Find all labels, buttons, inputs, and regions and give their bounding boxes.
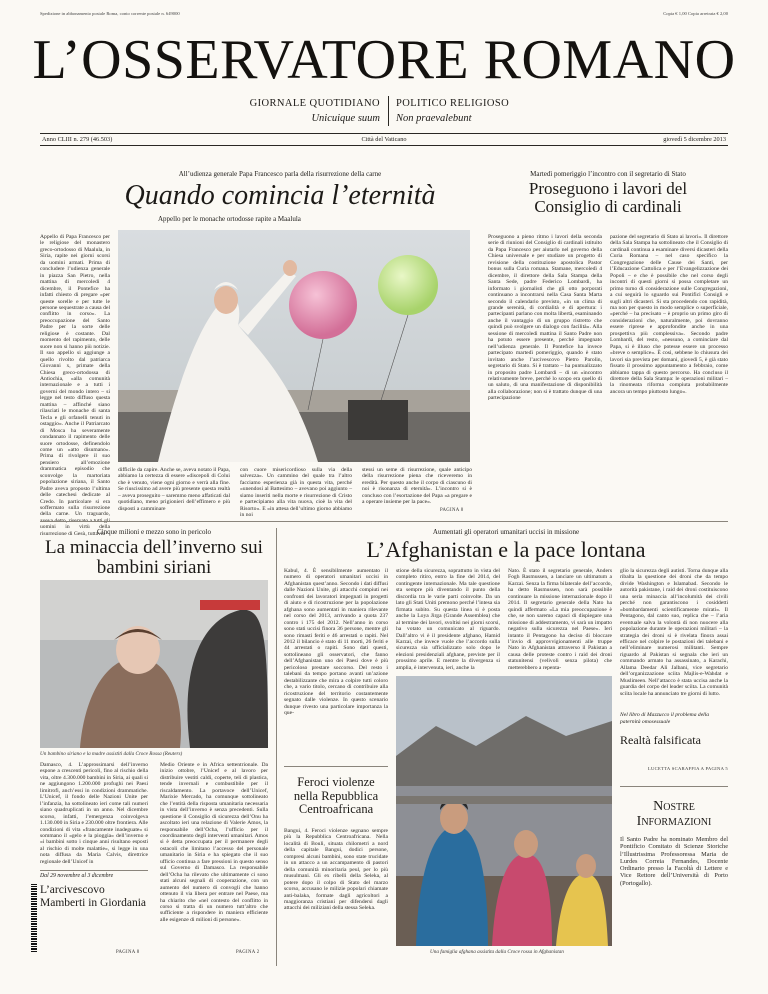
realta-tag: Nel libro di Mazzucco il problema della paternità omosessuale — [620, 712, 710, 725]
motto-right: POLITICO RELIGIOSO — [396, 98, 510, 109]
winter-kicker: Cinque milioni e mezzo sono in pericolo — [97, 528, 211, 536]
afghan-col-2: stione della sicurezza, soprattutto in vista del completo ritiro, entro la fine del 2014, del contingente internazionale. Ma tale questione sta sempre più diventando il punto della discordia tra le varie parti coinvolte. Da un lato gli Stati Uniti premono perché l’intesa sia firmata subito. Su questa linea si è posta anche la Loya Jirga (Grande Assemblea) che al termine dei lavori, svoltisi nei giorni scorsi, ha votato un comunicato al riguardo. Dall’altro vi è il presidente afghano, Hamid Karzai, che invece vuole che l’accordo sulla sicurezza sia ufficializzato solo dopo le elezioni presidenziali afghane, previste per il prossimo aprile. E mentre la divergenza si amplia, è intervenuta, ieri, anche la — [396, 568, 500, 671]
lead-col-4: stessi un seme di risurrezione, quale anticipo della risurrezione piena che riceveremo in eredità. Per questo anche il corpo di ciascuno di noi è risonanza di eternità». L’incontro si è concluso con l’esortazione del Papa «a pregare e a operare insieme per la pace». — [362, 467, 472, 506]
afghan-photo — [396, 676, 612, 946]
car-col: Bangui, 4. Feroci violenze segnano sempre più la Repubblica Centroafricana. Nella località di Bouli, situata chilometri a nord della capitale Bangui, dodici persone, compresi alcuni bambini, sono state trucidate in un attacco a un accampamento di pastori della comunità minoritaria peul, per lo più musulmani. Gli ex ribelli della Seleka, al potere dopo il colpo di Stato del marzo scorso, accusano le milizie popolari chiamate anti-balaka, formate dagli agricoltori a maggioranza cristiani per difendersi dagli attacchi dei miliziani della stessa Seleka. — [284, 828, 388, 912]
lead-headline: Quando comincia l’eternità — [124, 180, 436, 211]
car-headline: Feroci violenze nella Repubblica Centroafricana — [293, 775, 379, 816]
winter-caption: Un bambino siriano e la madre assistiti dalla Croce Rossa (Reuters) — [40, 751, 183, 757]
issue-date: giovedì 5 dicembre 2013 — [663, 136, 726, 143]
motto-left-sub: Unicuique suum — [311, 113, 380, 124]
afghan-col-1: Kabul, 4. È sensibilmente aumentato il numero di operatori umanitari uccisi in Afghanistan quest’anno. Secondo i dati diffusi dalle Nazioni Unite, gli attacchi compiuti nei confronti dei lavoratori impegnati in progetti di aiuto e di ricostruzione per la popolazione afghana sono aumentati in maniera rilevante nel corso del 2013, arrivando a quota 237 contro i 175 del 2012. Nell’anno in corso sono stati uccisi finora 36 persone, mentre gli sono rimasti feriti e 46 arrestati o rapiti. Nel 2012 il bilancio è stato di 11 morti, 26 feriti e 44 arrestati o rapiti. Sono dati questi, sottolineano gli osservatori, che fanno dell’Afghanistan uno dei Paesi dove è più pericoloso prestare soccorso. Del resto i talebani da tempo portano avanti un’azione destabilizzante che mira a colpire tutti coloro che, a vario titolo, cercano di contribuire alla ricostruzione del territorio costantemente segnato dalle violenze. In questo scenario dunque rivesto una particolare importanza la que- — [284, 568, 388, 716]
child-mother-image — [40, 580, 268, 748]
lead-kicker: All’udienza generale Papa Francesco parla della risurrezione della carne — [178, 170, 382, 178]
winter-headline: La minaccia dell’inverno sui bambini siriani — [45, 537, 263, 578]
issue-number: Anno CLIII n. 279 (46.503) — [42, 136, 113, 143]
winter-page-ref[interactable]: PAGINA 2 — [236, 950, 260, 955]
afghan-caption: Una famiglia afghana assistita dalla Croce rossa in Afghanistan — [430, 949, 564, 955]
issue-city: Città del Vaticano — [361, 136, 407, 143]
motto-left: GIORNALE QUOTIDIANO — [249, 98, 380, 109]
nostre-text: Il Santo Padre ha nominato Membro del Pontificio Comitato di Scienze Storiche l’Illustrissima Professoressa Maria de Lurdes Correia Fernandes, Docente Ordinario presso la Facoltà di Lettere e Vice Rettore dell’Università di Porto (Portogallo). — [620, 836, 728, 887]
winter-col-2: Medio Oriente e in Africa settentrionale. Da inizio ottobre, l’Unicef e al lavoro per distribuire vestiti caldi, coperte, teli di plastica, tende invernali e combustibile per il riscaldamento. La portavoce dell’Unicef, Marixie Mercado, ha comunque sottolineato che l’entità della risposta umanitaria necessaria in vista dell’inverno è senza precedenti. Sulla questione il Consiglio di sicurezza dell’Onu ha ascoltato ieri una relazione di Valerie Amos, la responsabile dell’Ocha, l’ufficio per il coordinamento degli interventi umanitari. Amos si è detta preoccupata per il permanere degli ostacoli che limitano l’accesso del personale umanitario in Siria e ha spiegato che il suo ufficio continua a fare pressioni in questo senso sul Governo di Damasco. La responsabile dell’Ocha ha rilevato che ultimamente ci sono stati alcuni segnali di cooperazione, con un aumento del numero di convogli che hanno ottenuto il via libera per entrare nel Paese, ma ha chiarito che «nel contesto del conflitto in corso si tratta di un numero tutt’altro che sufficiente a rispondere in maniera efficiente alle esigenze di milioni di persone». — [160, 762, 268, 923]
price-note: Copia € 1,00 Copia arretrata € 2,00 — [663, 11, 728, 16]
council-col-1: Proseguono a pieno ritmo i lavori della seconda serie di riunioni del Consiglio di cardinali istituito da Papa Francesco per aiutarlo nel governo della Chiesa universale e per studiare un progetto di revisione della costituzione apostolica Pastor bonus sulla Curia romana. Stamane, mercoledì 4 dicembre, il direttore della Sala Stampa della Santa Sede, padre Federico Lombardi, ha informato i giornalisti che gli otto porporati continuano a incontrarsi nella Casa Santa Marta secondo il calendario previsto, «in un clima di grande serenità, di cordialità e di apertura: i partecipanti parlano con molta libertà, esaminando anche il vantaggio di un gruppo ristretto che quindi può svolgere un dialogo con facilità». Alla sessione di mercoledì mattina il Santo Padre non ha potuto essere presente, perché impegnato nell’udienza generale. Il Pontefice ha invece partecipato martedì pomeriggio, quando è stato invitato anche l’arcivescovo Pietro Parolin, segretario di Stato. Si è trattato – ha puntualizzato in proposito padre Lombardi – di un «incontro relativamente breve, perché lo scopo era quello di un saluto, di una manifestazione di disponibilità alla collaborazione; non si è trattato dunque di una partecipazione — [488, 234, 602, 402]
nostre-headline: Nostre Informazioni — [636, 799, 712, 829]
pope-photo — [118, 230, 470, 462]
realta-headline: Realtà falsificata — [620, 733, 701, 747]
afghan-col-4: glio la sicurezza degli autisti. Torna dunque alla ribalta la questione dei droni che da tempo divide Washington e Islamabad. Secondo le autorità pakistane, i raid dei droni costituiscono una seria minaccia all’incolumità dei civili perché non garantiscono i cosiddetti «bombardamenti scientificamente mirati». Il Pentagono, dal canto suo, replica che – l’aria eventuale salva la volontà di non nuocere alla popolazione durante le operazioni militari – la strategia dei droni si è rivelata finora assai efficace nel colpire le postazioni dei talebani e nell’eliminare numerosi militanti. Sempre riguardo al Pakistan si segnala che ieri un commando armato ha assassinato, a Karachi, Allama Deedar Ali Jalbani, vice segretario dell’organizzazione sciita Majlis-e-Wahdat e Muslimeen. Nell’attacco è stata uccisa anche la guardia del corpo del leader sciita. La comunità sciita locale ha annunciato tre giorni di lutto. — [620, 568, 728, 697]
masthead-title: L’OSSERVATORE ROMANO — [32, 29, 736, 91]
council-kicker: Martedì pomeriggio l’incontro con il segretario di Stato — [530, 170, 686, 178]
mamberti-headline: L’arcivescovo Mamberti in Giordania — [40, 884, 147, 909]
barcode — [31, 884, 37, 952]
lead-col-1: Appello di Papa Francesco per le religiose del monastero greco-ortodosso di Maalula, in Siria, rapite nei giorni scorsi da uomini armati. Prima di concludere l’udienza generale in piazza San Pietro, nella mattina di mercoledì 4 dicembre, il Pontefice ha infatti chiesto di pregare «per queste sorelle e per tutte le persone sequestrate a causa del conflitto in corso». La preoccupazione del Santo Padre per la sorte delle religiose è costante. Dal momento del rapimento, delle suore non si hanno più notizie. Il suo appello si aggiunge a quello rivolto dal patriarca Giovanni x, primate della Chiesa greco-ortodossa di Antiochia, «alla comunità internazionale e a tutti i governi del mondo intero – si legge nel testo diffuso questa mattina – affinché siano rilasciati le monache di santa Tecla e gli orfanelli tenuti in ostaggio». Anche il Patriarcato di Mosca ha severamente condannato il rapimento delle suore ortodosse, definendolo come un «atto disumano». Prima di rivolgere il suo pensiero all’emozione drammatica episodio che sconvolge la martoriata popolazione siriana, il Santo Padre aveva proposto l’ultima delle catechesi dedicate al Credo. In particolare si era soffermato sulla risurrezione della carne. Un traguardo, uomini in virtù della risurrezione di Gesù, tuttavia — [40, 234, 110, 537]
lead-col-3: con cuore misericordioso sulla via della salvezza». Un cammino del quale tra l’altro facciamo esperienza già in questa vita, perché «unendosi al Battesimo – avevano poi aggiunto – siamo inseriti nella morte e risurrezione di Cristo e partecipiamo alla vita nuova, cioè la vita del Risorto». E «in attesa dell’ultimo giorno abbiamo in noi — [240, 467, 352, 519]
afghan-col-3: Nato. È stato il segretario generale, Anders Fogh Rasmussen, a lanciare un ultimatum a Karzai. Senza la firma bilaterale dell’accordo, ha detto Rasmussen, non sarà possibile continuare la missione internazionale dopo il 2014. Il segretario generale della Nato ha quindi affermato «La mia preoccupazione è che, se non saremo capaci di dispiegare una missione di addestramento, vi sarà un impatto negativo sulla sicurezza nel Paese». Ieri intanto il Pentagono ha deciso di bloccare l’invio di approvvigionamenti alle truppe Nato in Afghanistan attraverso il Pakistan a causa delle proteste contro i raid dei droni statunitensi (velivoli senza pilota) che metterebbero a repenta- — [508, 568, 612, 671]
lead-col-2: difficile da capire. Anche se, aveva notato il Papa, abbiamo la certezza di essere «discepoli di Colui che è venuto, viene ogni giorno e verrà alla fine. Se riuscissimo ad avere più presente questa realtà – aveva proseguito – saremmo meno affaticati dal quotidiano, meno prigionieri dell’effimero e più disposti a camminare — [118, 467, 230, 512]
afghan-family-image — [396, 676, 612, 946]
pope-balloons-image — [118, 230, 470, 462]
lead-subtitle: Appello per le monache ortodosse rapite a Maalula — [158, 215, 301, 223]
postal-note: Spedizione in abbonamento postale Roma, conto corrente postale n. 649000 — [40, 11, 180, 16]
afghan-kicker: Aumentati gli operatori umanitari uccisi in missione — [432, 528, 580, 536]
council-col-2: pazione del segretario di Stato ai lavori». Il direttore della Sala Stampa ha sottolineato che il Consiglio di cardinali continua a esaminare diversi dicasteri della Curia Romana – nel caso specifico la Congregazione delle Cause dei Santi, per l’Educazione Cattolica e per l’Evangelizzazione dei Popoli – e che è possibile che nel corso degli incontri di questi giorni si possa completare un primo turno di considerazione sulle Congregazioni, a cui seguirà lo sguardo sui Pontifici Consigli e sugli altri dicasteri. Si sta procedendo con rapidità, ma non per questo in modo semplice o superficiale, «perché – ha precisato – è proprio un primo giro di considerazioni che, naturalmente, poi dovranno essere riprese e approfondite anche in una prospettiva più complessiva». Secondo padre Lombardi, del resto, «nessuno, a cominciare dal Papa, si è illuso che potesse essere un processo «breve o semplice». È così, sebbene lo chiusura dei lavori sia prevista per domani, giovedì 5, è già stato fissato il prossimo appuntamento a febbraio, come abbiamo tappa di questo percorso. Ha concluso il direttore della Sala Stampa: le operazioni militari – la rinomeata riforma compiuta probabilmente ancora un tempo piuttosto lungo». — [610, 234, 728, 395]
mamberti-tag: Dal 29 novembre al 3 dicembre — [40, 873, 114, 879]
winter-photo — [40, 580, 268, 748]
council-headline: Proseguono i lavori del Consiglio di cardinali — [528, 179, 688, 216]
realta-ref[interactable]: LUCETTA SCARAFFIA A PAGINA 5 — [647, 766, 728, 771]
winter-col-1: Damasco, 4. L’approssimarsi dell’inverno espone a crescenti pericoli, fino al rischio della vita, oltre 4.300.000 bambini in Siria, ai quali si ne aggiungono 1.200.000 profughi nei Paesi limitrofi, anch’essi in condizioni drammatiche. L’Unicef, il fondo delle Nazioni Unite per l’infanzia, ha sottolineato ieri come tali numeri siano quadruplicati in un anno. Nel dicembre scorso, infatti, l’emergenza coinvolgeva 1.130.000 in Siria e 230.000 oltre frontiera. Alle condizioni di vita «francamente inadeguate» si sommano il «gelo e la pioggia» dell’inverno e «i bambini sotto i cinque anni risultano esposti al rischio di molte malattie», si legge in una nota diffusa da Maria Calvis, direttrice regionale dell’Unicef in — [40, 762, 148, 865]
mamberti-page-ref[interactable]: PAGINA 8 — [116, 950, 140, 955]
motto-right-sub: Non praevalebunt — [396, 113, 472, 124]
lead-page-ref[interactable]: PAGINA 8 — [440, 508, 464, 513]
afghan-headline: L’Afghanistan e la pace lontana — [366, 537, 646, 562]
